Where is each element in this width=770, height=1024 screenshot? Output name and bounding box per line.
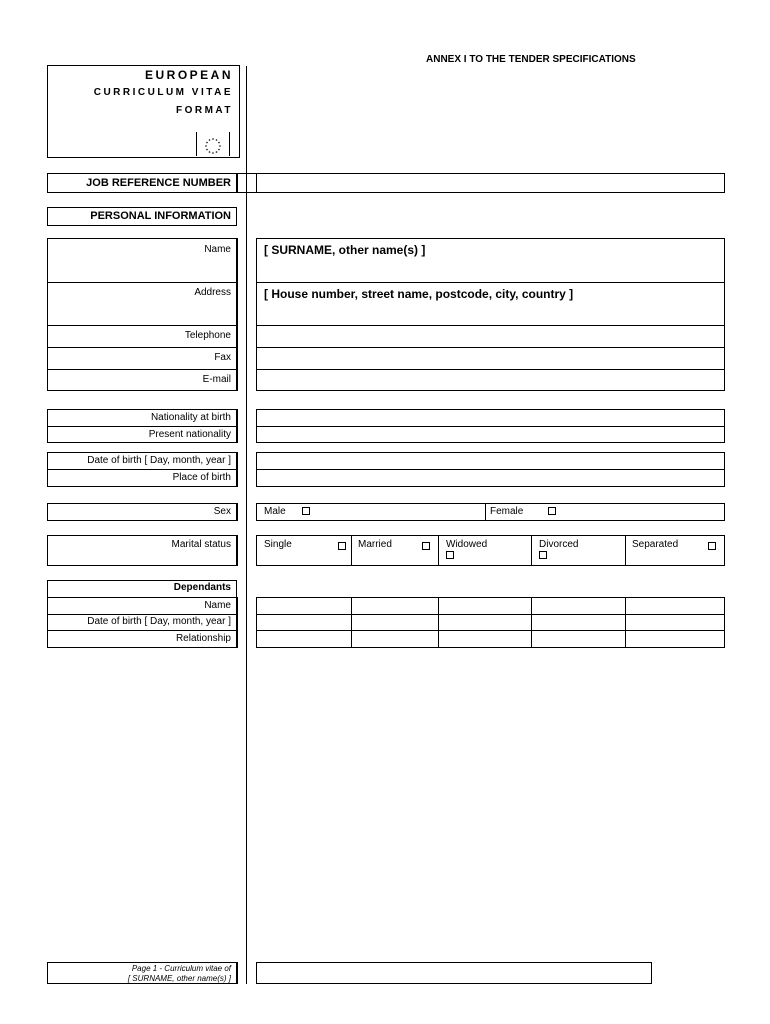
- option-label: Single: [264, 539, 292, 550]
- address-value[interactable]: [ House number, street name, postcode, city, country ]: [264, 287, 574, 301]
- married-checkbox-icon[interactable]: [422, 542, 430, 550]
- logo-line1: EUROPEAN: [144, 68, 233, 82]
- birth-sep: [237, 452, 238, 487]
- female-checkbox-icon[interactable]: [548, 507, 556, 515]
- job-reference-label: JOB REFERENCE NUMBER: [86, 177, 231, 189]
- dependant-name-label: Name: [204, 600, 231, 611]
- row-sep: [47, 325, 237, 326]
- dep-col-sep: [625, 597, 626, 648]
- row-sep: [47, 426, 237, 427]
- job-reference-field[interactable]: [256, 173, 725, 193]
- marital-col-sep: [531, 535, 532, 566]
- row-sep: [256, 614, 725, 615]
- dep-col-sep: [531, 597, 532, 648]
- telephone-label: Telephone: [184, 330, 231, 341]
- marital-option-divorced[interactable]: [539, 539, 578, 561]
- dob-label: Date of birth [ Day, month, year ]: [87, 455, 231, 466]
- personal-info-heading: PERSONAL INFORMATION: [90, 210, 231, 222]
- row-sep: [47, 469, 237, 470]
- logo-sep-left: [196, 132, 197, 156]
- sex-label-box: [47, 503, 237, 521]
- dependants-grid[interactable]: [256, 597, 725, 648]
- footer-sep: [237, 962, 238, 984]
- footer-line1: Page 1 - Curriculum vitae of: [131, 964, 231, 973]
- logo-sep-right: [229, 132, 230, 156]
- logo-line3: FORMAT: [175, 105, 233, 116]
- footer-label-box: [47, 962, 237, 984]
- row-sep: [47, 630, 237, 631]
- marital-option-married[interactable]: [358, 539, 430, 550]
- fax-field[interactable]: [257, 348, 724, 369]
- job-ref-top: [237, 173, 257, 174]
- marital-sep: [237, 535, 238, 566]
- name-value[interactable]: [ SURNAME, other name(s) ]: [264, 243, 426, 257]
- male-checkbox-icon[interactable]: [302, 507, 310, 515]
- nationality-present-label: Present nationality: [148, 429, 231, 440]
- marital-option-single[interactable]: [264, 539, 346, 550]
- footer-field: [256, 962, 652, 984]
- fax-label: Fax: [214, 352, 231, 363]
- male-option[interactable]: [264, 506, 310, 517]
- email-label: E-mail: [202, 374, 231, 385]
- separated-checkbox-icon[interactable]: [708, 542, 716, 550]
- address-label: Address: [194, 287, 231, 298]
- row-sep: [47, 614, 237, 615]
- marital-col-sep: [625, 535, 626, 566]
- male-label: Male: [264, 506, 286, 517]
- nat-sep: [237, 409, 238, 443]
- telephone-field[interactable]: [257, 326, 724, 347]
- footer-line2: [ SURNAME, other name(s) ]: [127, 974, 231, 983]
- sex-sep: [237, 503, 238, 521]
- personal-sep1: [237, 238, 238, 391]
- dep-sep: [237, 597, 238, 648]
- widowed-checkbox-icon[interactable]: [446, 551, 454, 559]
- personal-info-heading-box: [47, 207, 237, 226]
- option-label: Divorced: [539, 539, 579, 550]
- nationality-birth-label: Nationality at birth: [150, 412, 231, 423]
- female-option[interactable]: [490, 506, 556, 517]
- logo-line2: CURRICULUM VITAE: [93, 87, 233, 98]
- job-reference-label-box: [47, 173, 237, 193]
- email-field[interactable]: [257, 370, 724, 390]
- job-ref-bot: [237, 192, 257, 193]
- row-sep: [256, 426, 725, 427]
- job-ref-sep1: [237, 173, 238, 193]
- name-label: Name: [204, 244, 231, 255]
- dep-col-sep: [438, 597, 439, 648]
- marital-option-separated[interactable]: [632, 539, 716, 550]
- row-sep: [256, 469, 725, 470]
- row-sep: [47, 597, 237, 598]
- option-label: Widowed: [446, 539, 488, 550]
- row-sep: [47, 282, 237, 283]
- sex-label: Sex: [213, 506, 231, 517]
- option-label: Separated: [632, 539, 679, 550]
- divorced-checkbox-icon[interactable]: [539, 551, 547, 559]
- place-of-birth-label: Place of birth: [172, 472, 231, 483]
- eu-stars-icon: [203, 136, 223, 156]
- cv-logo-block: [47, 65, 240, 158]
- dependant-dob-label: Date of birth [ Day, month, year ]: [87, 616, 231, 627]
- dep-col-sep: [351, 597, 352, 648]
- main-divider: [246, 66, 247, 984]
- marital-col-sep: [438, 535, 439, 566]
- row-sep: [256, 630, 725, 631]
- row-sep: [47, 369, 237, 370]
- option-label: Married: [358, 539, 392, 550]
- dependant-relationship-label: Relationship: [175, 633, 231, 644]
- annex-title: ANNEX I TO THE TENDER SPECIFICATIONS: [426, 54, 636, 65]
- row-sep: [256, 282, 725, 283]
- marital-option-widowed[interactable]: [446, 539, 487, 561]
- dependants-title: Dependants: [173, 582, 231, 593]
- sex-mid-sep: [485, 503, 486, 521]
- marital-label: Marital status: [171, 539, 231, 550]
- row-sep: [47, 347, 237, 348]
- single-checkbox-icon[interactable]: [338, 542, 346, 550]
- female-label: Female: [490, 506, 524, 517]
- marital-col-sep: [351, 535, 352, 566]
